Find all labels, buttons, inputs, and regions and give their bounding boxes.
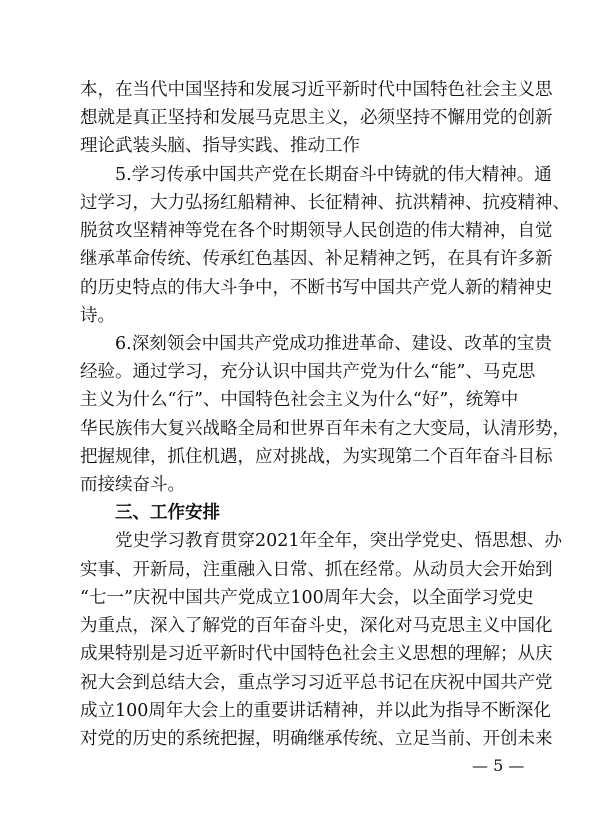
body-text-line: 主义为什么“行”、中国特色社会主义为什么“好”，统筹中 bbox=[80, 390, 519, 411]
body-text-line: 理论武装头脑、指导实践、推动工作 bbox=[80, 136, 360, 157]
body-text-line: 继承革命传统、传承红色基因、补足精神之钙，在具有许多新 bbox=[80, 249, 553, 270]
body-text-line: 脱贫攻坚精神等党在各个时期领导人民创造的伟大精神，自觉 bbox=[80, 221, 553, 242]
page-number: — 5 — bbox=[472, 756, 525, 775]
body-text-line: 党史学习教育贯穿2021年全年，突出学党史、悟思想、办 bbox=[80, 531, 563, 552]
body-text-line: 想就是真正坚持和发展马克思主义，必须坚持不懈用党的创新 bbox=[80, 108, 553, 129]
body-text-line: “七一”庆祝中国共产党成立100周年大会，以全面学习党史 bbox=[80, 587, 534, 608]
body-text-line: 华民族伟大复兴战略全局和世界百年未有之大变局，认清形势， bbox=[80, 418, 570, 439]
body-text-line: 实事、开新局，注重融入日常、抓在经常。从动员大会开始到 bbox=[80, 559, 553, 580]
section-heading: 三、工作安排 bbox=[80, 503, 220, 524]
body-text-line: 成立100周年大会上的重要讲话精神，并以此为指导不断深化 bbox=[80, 700, 551, 721]
section-5-title-line: 5.学习传承中国共产党在长期奋斗中铸就的伟大精神。通 bbox=[80, 164, 552, 185]
body-text-line: 把握规律，抓住机遇，应对挑战，为实现第二个百年奋斗目标 bbox=[80, 446, 553, 467]
body-text-line: 本，在当代中国坚持和发展习近平新时代中国特色社会主义思 bbox=[80, 80, 553, 100]
body-text-line: 为重点，深入了解党的百年奋斗史，深化对马克思主义中国化 bbox=[80, 616, 553, 637]
body-text-line: 的历史特点的伟大斗争中，不断书写中国共产党人新的精神史 bbox=[80, 277, 553, 298]
body-text-line: 成果特别是习近平新时代中国特色社会主义思想的理解；从庆 bbox=[80, 644, 553, 665]
body-text-line: 而接续奋斗。 bbox=[80, 475, 185, 496]
section-6-title-line: 6.深刻领会中国共产党成功推进革命、建设、改革的宝贵 bbox=[80, 333, 552, 354]
body-text-line: 经验。通过学习，充分认识中国共产党为什么“能”、马克思 bbox=[80, 362, 536, 383]
body-text-line: 对党的历史的系统把握，明确继承传统、立足当前、开创未来 bbox=[80, 729, 553, 749]
body-text-line: 诗。 bbox=[80, 305, 115, 326]
body-text-line: 过学习，大力弘扬红船精神、长征精神、抗洪精神、抗疫精神、 bbox=[80, 192, 570, 213]
body-text-line: 祝大会到总结大会，重点学习习近平总书记在庆祝中国共产党 bbox=[80, 672, 553, 693]
